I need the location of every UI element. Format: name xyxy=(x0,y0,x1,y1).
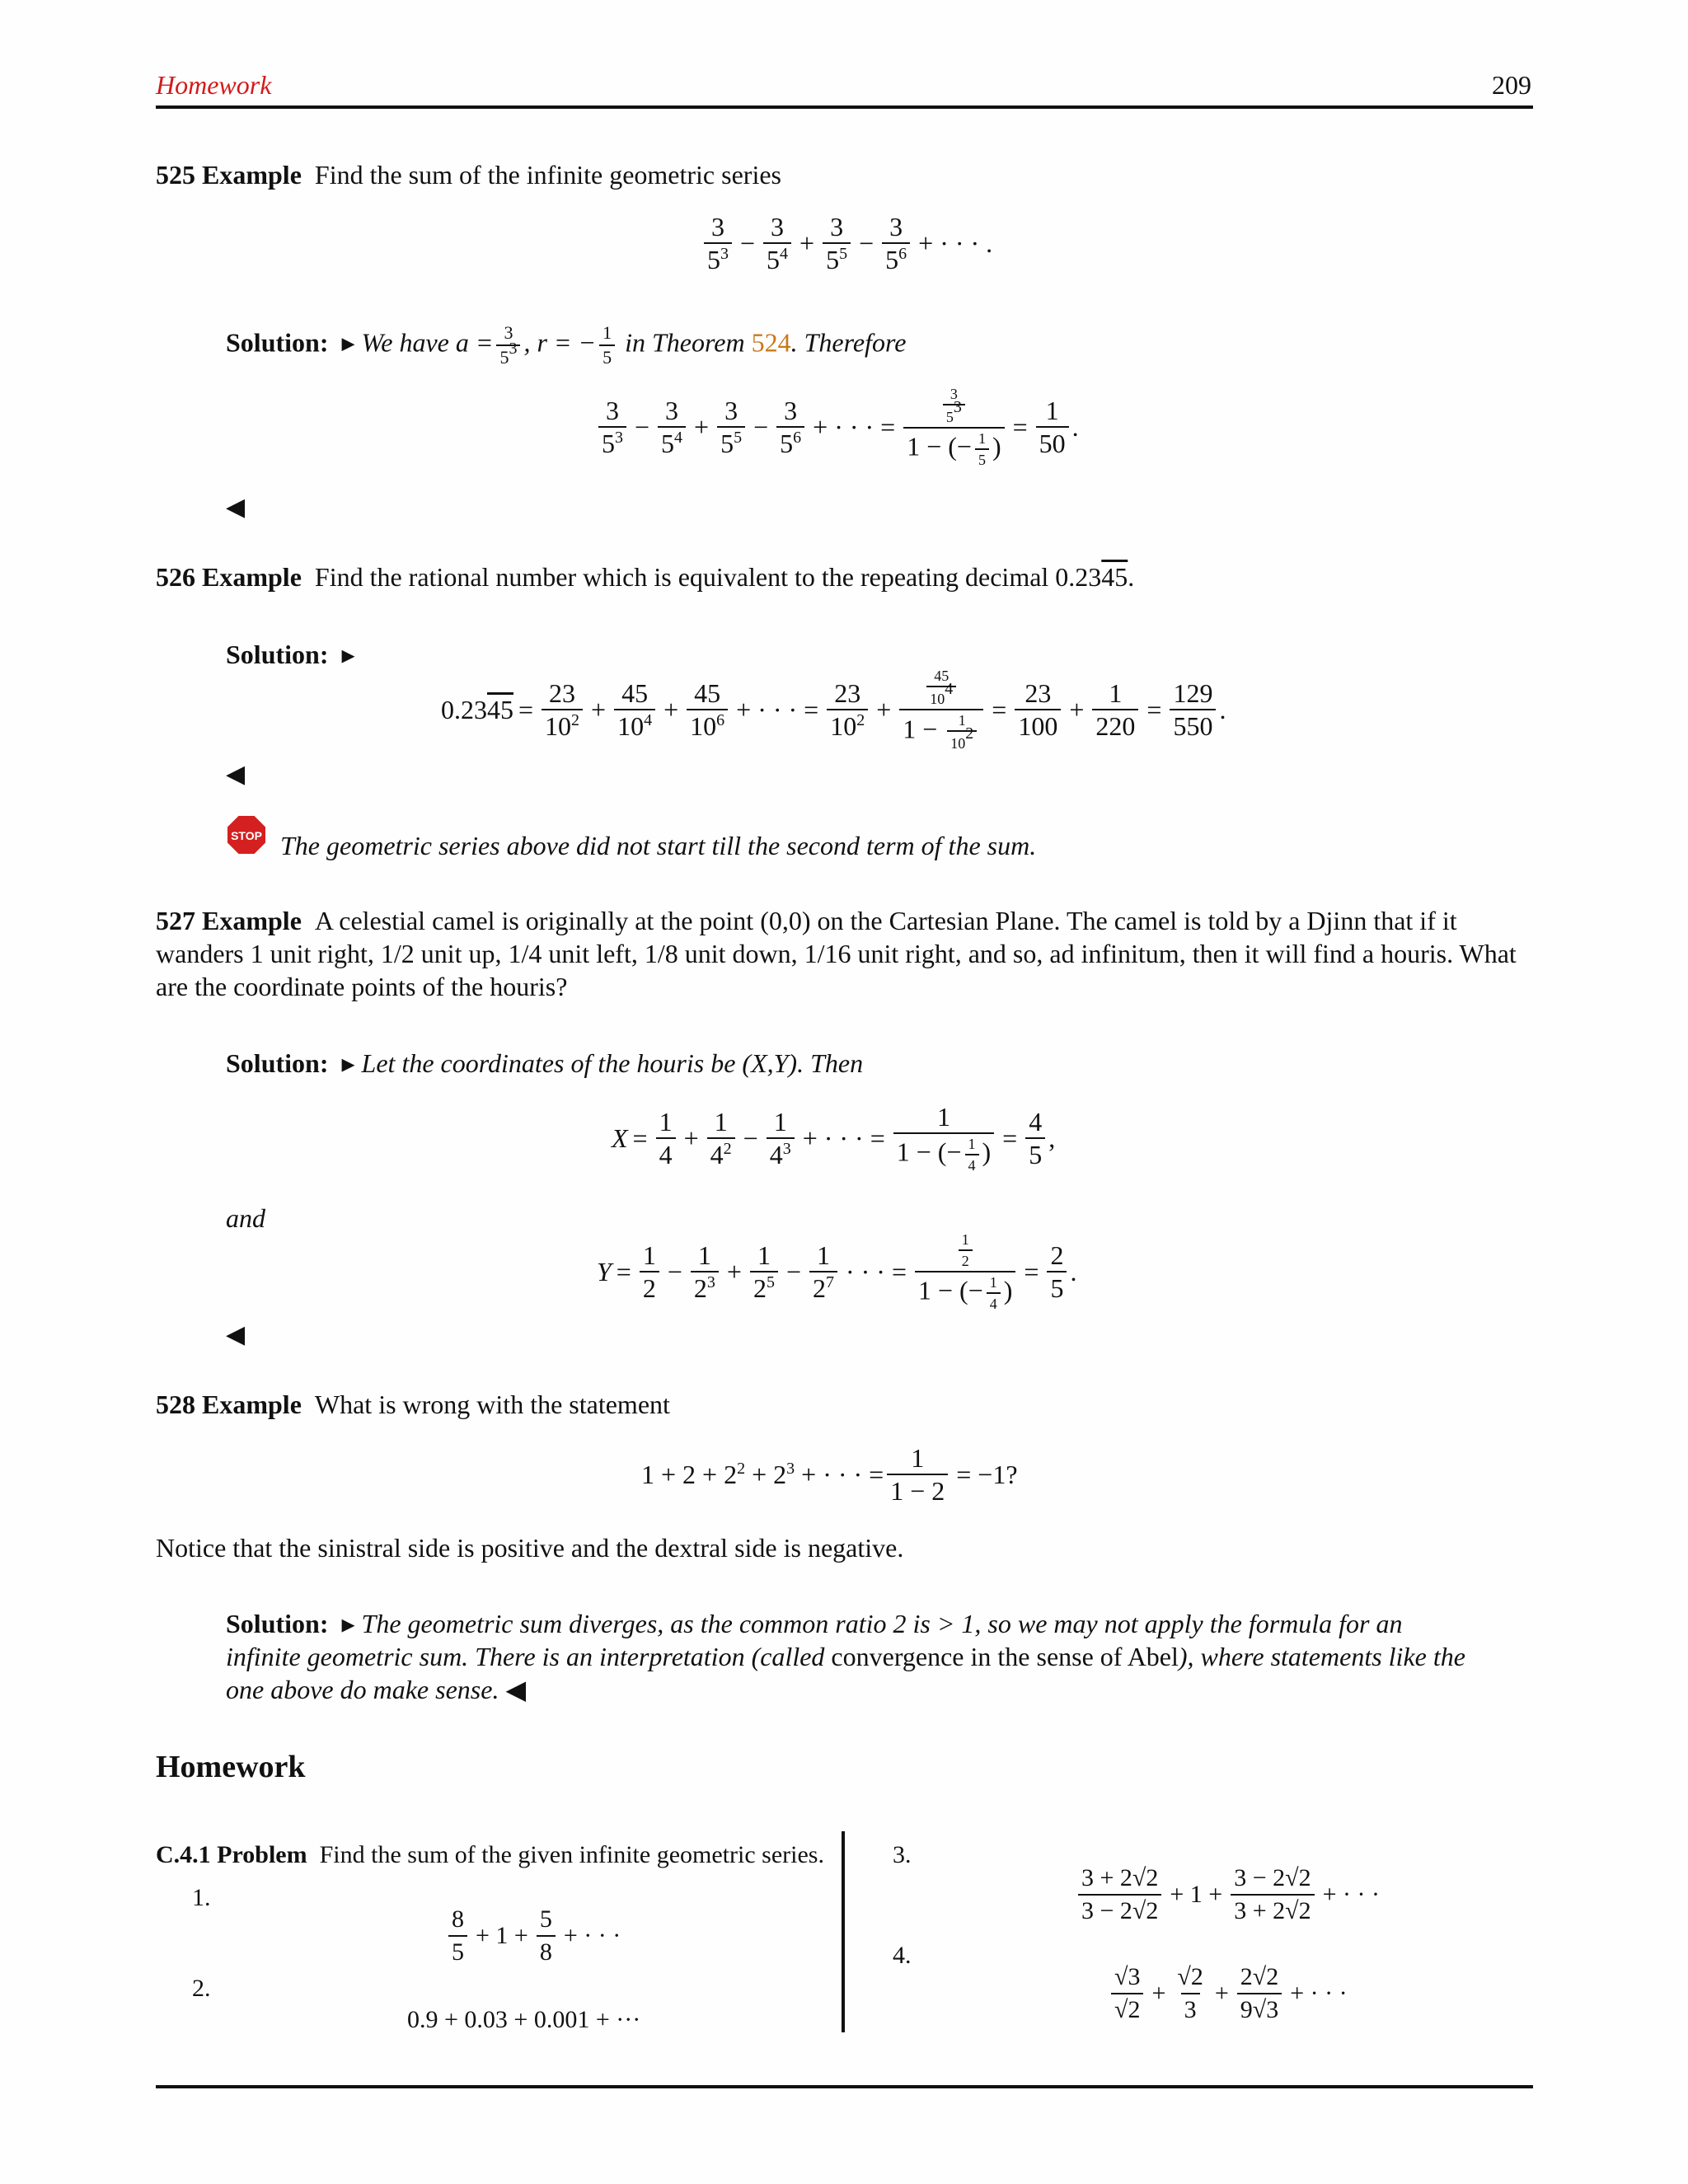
item-number: 2. xyxy=(192,1975,211,2002)
item-number: 3. xyxy=(893,1841,912,1868)
solution-label: Solution: xyxy=(226,327,329,358)
solution-text: We have xyxy=(361,327,449,358)
solution-text: in Theorem xyxy=(625,327,745,358)
example-526-heading: 526 Example Find the rational number which is equivalent to the repeating decimal 0.2345. xyxy=(156,562,1135,592)
equation-525-series: $\frac{3}{5^3}$ − $\frac{3}{5^4}$ + $\frac{3}{5^5}$ − $\frac{3}{5^6}$ + · · · . xyxy=(701,213,997,274)
solution-text: Let the coordinates of the houris be (X,Y). Then xyxy=(361,1048,864,1078)
header-rule xyxy=(156,105,1533,109)
solution-label: Solution: xyxy=(226,1609,329,1638)
solution-label: Solution: xyxy=(226,1048,329,1078)
end-of-solution-marker: ◀ xyxy=(226,494,246,521)
example-label: 525 Example xyxy=(156,160,302,190)
repeating-digits: 45 xyxy=(1101,562,1128,592)
equation-527-y: Y = $\frac{1}{2}$ − $\frac{1}{2^3}$ + $\frac{1}{2^5}$ − $\frac{1}{2^7}$ · · · = $\frac{1}{2}$ 1 − (− $\frac{1}{4}$ ) = $\frac{2}{5}$ . xyxy=(597,1231,1077,1312)
equation-527-x: X = $\frac{1}{4}$ + $\frac{1}{4^2}$ − $\frac{1}{4^3}$ + · · · = 1 1 − (− $\frac{1}{4}$ ) = $\frac{4}{5}$ , xyxy=(612,1102,1056,1174)
solution-text: The geometric sum diverges, as the common ratio 2 is > 1, so we may not apply the formula for an infinite geometric sum. There is an interpretation (called xyxy=(226,1609,1403,1671)
end-of-solution-marker: ◀ xyxy=(226,1321,246,1348)
problem-label: C.4.1 Problem xyxy=(156,1841,307,1868)
problem-heading xyxy=(156,1841,824,1869)
example-prompt: A celestial camel is originally at the point (0,0) on the Cartesian Plane. The camel is told by a Djinn that if it wanders 1 unit right, 1/2 unit up, 1/4 unit left, 1/8 unit down, 1/16 unit right, and so, ad infinitum, then it will find a houris. What are the coordinate points of the houris? xyxy=(156,906,1517,1001)
problem-item-1: $\frac{8}{5}$ + 1 + $\frac{5}{8}$ + · · · xyxy=(445,1905,626,1966)
solution-term: convergence in the sense of Abel xyxy=(831,1642,1179,1671)
solution-label: Solution: xyxy=(226,640,329,669)
solution-text: . Therefore xyxy=(790,327,907,358)
problem-item-3: $\frac{3 + 2√2}{3 - 2√2}$ + 1 + $\frac{3 - 2√2}{3 + 2√2}$ + · · · xyxy=(1075,1864,1385,1925)
problem-item-4: $\frac{√3}{√2}$ + $\frac{√2}{3}$ + $\frac{2√2}{9√3}$ + · · · xyxy=(1108,1963,1353,2024)
example-527-heading xyxy=(156,904,1540,1003)
footer-rule xyxy=(156,2085,1533,2088)
and-text: and xyxy=(226,1203,265,1233)
theorem-link[interactable]: 524 xyxy=(751,327,791,358)
homework-heading: Homework xyxy=(156,1750,306,1784)
running-header-title: Homework xyxy=(156,70,272,100)
solution-525-intro: Solution: ▸ We have a = $\frac{3}{5^3}$ , r = − $\frac{1}{5}$ in Theorem 524. Therefore xyxy=(226,322,907,368)
example-label: 527 Example xyxy=(156,906,302,935)
equation-525-result: $\frac{3}{5^3}$ − $\frac{3}{5^4}$ + $\frac{3}{5^5}$ − $\frac{3}{5^6}$ + · · · = $\frac{3}{5^3}$ 1 − (− $\frac{1}{5}$ ) = $\frac{1}{50}$ . xyxy=(595,386,1079,468)
item-number: 4. xyxy=(893,1942,912,1969)
example-prompt: Find the sum of the infinite geometric series xyxy=(314,160,781,190)
problem-text: Find the sum of the given infinite geometric series. xyxy=(319,1841,824,1868)
example-528-heading xyxy=(156,1388,670,1421)
stop-sign-icon xyxy=(226,814,267,862)
example-label: 528 Example xyxy=(156,1390,302,1419)
item-number: 1. xyxy=(192,1884,211,1911)
solution-text: ), where statements like the one above do make sense. xyxy=(226,1642,1465,1704)
example-prompt: What is wrong with the statement xyxy=(314,1390,670,1419)
stop-note-text: The geometric series above did not start till the second term of the sum. xyxy=(280,831,1037,860)
equation-528: $1 + 2 + 2^2 + 2^3$ + · · · = $\frac{1}{1 - 2}$ = −1? xyxy=(641,1443,1018,1506)
notice-text: Notice that the sinistral side is positive and the dextral side is negative. xyxy=(156,1533,904,1563)
example-525-heading xyxy=(156,158,781,191)
solution-526-intro: Solution: ▸ xyxy=(226,640,355,669)
end-of-solution-marker: ◀ xyxy=(226,761,246,788)
svg-text:STOP: STOP xyxy=(231,829,262,842)
solution-528: Solution: ▸ The geometric sum diverges, as the common ratio 2 is > 1, so we may not apply the formula for an infinite geometric sum. There is an interpretation (called convergence in the sense of Abel), where statements like the one above do make sense. ◀ xyxy=(226,1609,1465,1704)
page-number: 209 xyxy=(1492,70,1531,100)
problem-item-2: 0.9 + 0.03 + 0.001 + ··· xyxy=(407,2006,641,2033)
equation-526: 0.2345 = $\frac{23}{10^2}$ + $\frac{45}{10^4}$ + $\frac{45}{10^6}$ + · · · = $\frac{23}{10^2}$ + $\frac{45}{10^4}$ 1 − $\frac{1}{10^2}$ = $\frac{23}{100}$ + $\frac{1}{220}$ = $\frac{129}{550}$ . xyxy=(441,668,1226,752)
example-prompt: Find the rational number which is equivalent to the repeating decimal 0.23 xyxy=(314,562,1102,592)
column-divider xyxy=(842,1831,845,2032)
solution-527-intro: Solution: ▸ Let the coordinates of the houris be (X,Y). Then xyxy=(226,1048,864,1078)
example-label: 526 Example xyxy=(156,562,302,592)
